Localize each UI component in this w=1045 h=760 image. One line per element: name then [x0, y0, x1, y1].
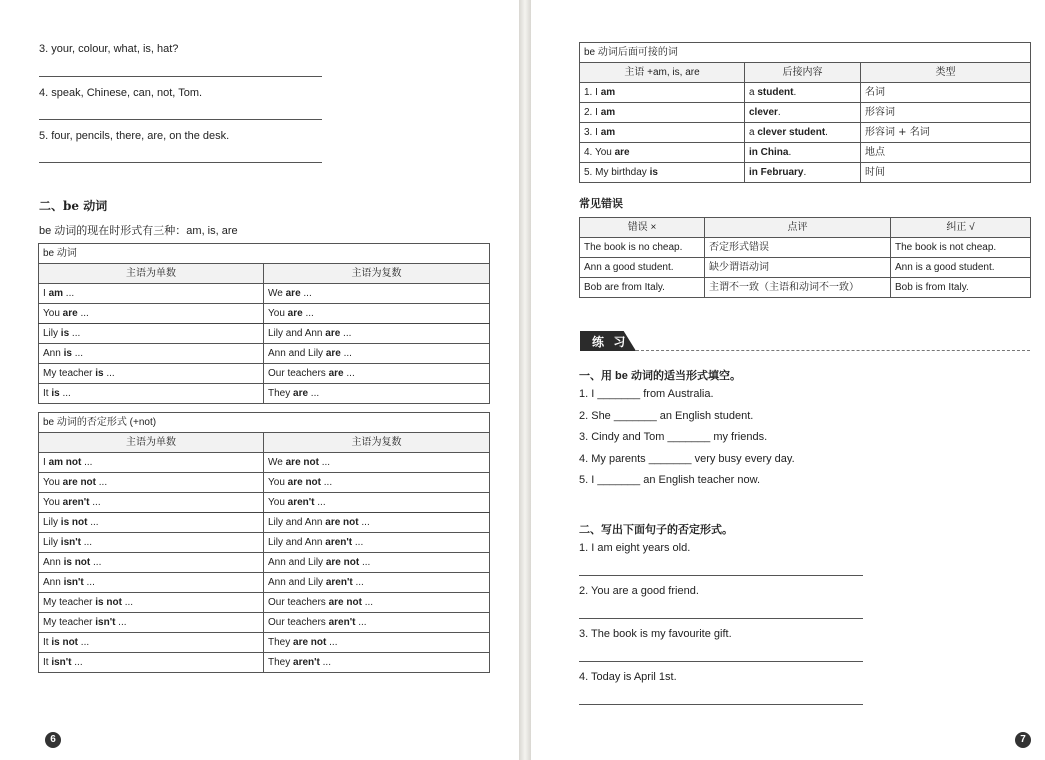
- table-row: [580, 143, 1031, 163]
- header-plural: 主语为复数: [264, 264, 490, 284]
- table-cell-type: 地点: [861, 143, 1031, 163]
- table-cell: My teacher isn't ...: [39, 613, 264, 633]
- table-cell: 1. I am: [580, 83, 745, 103]
- table-cell: Lily and Ann are ...: [264, 324, 490, 344]
- table-row: [39, 384, 490, 404]
- table-cell: Our teachers aren't ...: [264, 613, 490, 633]
- table-cell: 5. My birthday is: [580, 163, 745, 183]
- table-row: [580, 238, 1031, 258]
- table-cell: Lily is ...: [39, 324, 264, 344]
- question-3: 3. your, colour, what, is, hat?: [39, 43, 179, 55]
- exercise-2-item: 3. The book is my favourite gift.: [579, 628, 732, 640]
- exercise-2-item: 2. You are a good friend.: [579, 585, 699, 597]
- table-row: [580, 163, 1031, 183]
- answer-line-3[interactable]: [39, 76, 322, 77]
- table-row: [39, 453, 490, 473]
- table-cell: in February.: [745, 163, 861, 183]
- exercise-1-item: 1. I _______ from Australia.: [579, 388, 714, 400]
- table-cell: It is ...: [39, 384, 264, 404]
- exercise-2-item: 4. Today is April 1st.: [579, 671, 677, 683]
- table-row: [39, 324, 490, 344]
- answer-line[interactable]: [579, 618, 863, 619]
- table-cell: I am not ...: [39, 453, 264, 473]
- header-type: 类型: [861, 63, 1031, 83]
- table-caption: be 动词: [39, 244, 490, 264]
- practice-banner: [580, 331, 644, 351]
- correct-cell: The book is not cheap.: [891, 238, 1031, 258]
- table-row: [39, 304, 490, 324]
- exercise-1-title: 一、用 be 动词的适当形式填空。: [579, 370, 741, 382]
- header-singular: 主语为单数: [39, 433, 264, 453]
- exercise-2-item: 1. I am eight years old.: [579, 542, 691, 554]
- table-cell: Lily and Ann aren't ...: [264, 533, 490, 553]
- table-cell: We are not ...: [264, 453, 490, 473]
- table-cell: Lily is not ...: [39, 513, 264, 533]
- correct-cell: Ann is a good student.: [891, 258, 1031, 278]
- table-cell: I am ...: [39, 284, 264, 304]
- table-caption: be 动词的否定形式 (+not): [39, 413, 490, 433]
- table-row: [39, 613, 490, 633]
- page-number-right: 7: [1015, 732, 1031, 748]
- table-cell: clever.: [745, 103, 861, 123]
- table-cell: You are ...: [39, 304, 264, 324]
- header-singular: 主语为单数: [39, 264, 264, 284]
- table-row: [580, 278, 1031, 298]
- table-row: [39, 533, 490, 553]
- answer-line-5[interactable]: [39, 162, 322, 163]
- correct-cell: Bob is from Italy.: [891, 278, 1031, 298]
- intro-text: be 动词的现在时形式有三种：am, is, are: [39, 225, 238, 237]
- answer-line-4[interactable]: [39, 119, 322, 120]
- table-row: [39, 493, 490, 513]
- practice-label: 练 习: [592, 335, 629, 349]
- right-page: [531, 0, 1045, 760]
- table-row: [39, 344, 490, 364]
- table-cell-type: 时间: [861, 163, 1031, 183]
- table-row: [580, 258, 1031, 278]
- table-cell: You are not ...: [264, 473, 490, 493]
- table-cell-type: 形容词 + 名词: [861, 123, 1031, 143]
- table-cell: My teacher is ...: [39, 364, 264, 384]
- table-cell: They are not ...: [264, 633, 490, 653]
- table-cell: Our teachers are ...: [264, 364, 490, 384]
- wrong-cell: Bob are from Italy.: [580, 278, 705, 298]
- table-cell: Lily and Ann are not ...: [264, 513, 490, 533]
- header-plural: 主语为复数: [264, 433, 490, 453]
- common-errors-table: [579, 217, 1031, 298]
- exercise-1-item: 3. Cindy and Tom _______ my friends.: [579, 431, 768, 443]
- comment-cell: 主谓不一致（主语和动词不一致）: [705, 278, 891, 298]
- table-row: [39, 653, 490, 673]
- table-cell: Ann isn't ...: [39, 573, 264, 593]
- left-page: [0, 0, 519, 760]
- table-cell-type: 名词: [861, 83, 1031, 103]
- table-cell: a clever student.: [745, 123, 861, 143]
- wrong-cell: The book is no cheap.: [580, 238, 705, 258]
- table-caption: be 动词后面可接的词: [580, 43, 1031, 63]
- table-cell: Our teachers are not ...: [264, 593, 490, 613]
- table-cell: Ann is ...: [39, 344, 264, 364]
- table-cell: You aren't ...: [264, 493, 490, 513]
- table-cell: Ann and Lily aren't ...: [264, 573, 490, 593]
- exercise-2-title: 二、写出下面句子的否定形式。: [579, 524, 733, 536]
- table-cell: You are not ...: [39, 473, 264, 493]
- table-row: [580, 103, 1031, 123]
- header-subject: 主语 +am, is, are: [580, 63, 745, 83]
- be-verb-negative-table: [38, 412, 490, 673]
- table-row: [39, 593, 490, 613]
- table-row: [580, 83, 1031, 103]
- table-cell: 4. You are: [580, 143, 745, 163]
- table-cell: Ann is not ...: [39, 553, 264, 573]
- header-wrong: 错误 ×: [580, 218, 705, 238]
- table-cell: Ann and Lily are ...: [264, 344, 490, 364]
- be-verb-table: [38, 243, 490, 404]
- table-row: [39, 633, 490, 653]
- table-row: [39, 473, 490, 493]
- table-cell: 3. I am: [580, 123, 745, 143]
- table-cell: in China.: [745, 143, 861, 163]
- words-after-be-table: [579, 42, 1031, 183]
- table-cell: My teacher is not ...: [39, 593, 264, 613]
- table-cell: You aren't ...: [39, 493, 264, 513]
- table-row: [39, 553, 490, 573]
- exercise-1-item: 4. My parents _______ very busy every day.: [579, 452, 795, 465]
- table-cell: 2. I am: [580, 103, 745, 123]
- header-following: 后接内容: [745, 63, 861, 83]
- table-cell: It is not ...: [39, 633, 264, 653]
- table-cell: Lily isn't ...: [39, 533, 264, 553]
- exercise-1-item: 2. She _______ an English student.: [579, 409, 754, 422]
- answer-line[interactable]: [579, 704, 863, 705]
- section-title: 二、be 动词: [39, 199, 108, 213]
- table-cell: It isn't ...: [39, 653, 264, 673]
- table-row: [39, 284, 490, 304]
- question-5: 5. four, pencils, there, are, on the desk.: [39, 130, 230, 142]
- table-cell: They aren't ...: [264, 653, 490, 673]
- table-cell: You are ...: [264, 304, 490, 324]
- book-gutter: [519, 0, 531, 760]
- comment-cell: 否定形式错误: [705, 238, 891, 258]
- page-number-left: 6: [45, 732, 61, 748]
- header-comment: 点评: [705, 218, 891, 238]
- table-row: [39, 364, 490, 384]
- table-cell: They are ...: [264, 384, 490, 404]
- table-cell-type: 形容词: [861, 103, 1031, 123]
- table-cell: a student.: [745, 83, 861, 103]
- wrong-cell: Ann a good student.: [580, 258, 705, 278]
- table-row: [39, 513, 490, 533]
- header-correct: 纠正 √: [891, 218, 1031, 238]
- table-cell: We are ...: [264, 284, 490, 304]
- table-cell: Ann and Lily are not ...: [264, 553, 490, 573]
- table-row: [39, 573, 490, 593]
- question-4: 4. speak, Chinese, can, not, Tom.: [39, 87, 203, 99]
- exercise-1-item: 5. I _______ an English teacher now.: [579, 474, 761, 486]
- comment-cell: 缺少谓语动词: [705, 258, 891, 278]
- table-row: [580, 123, 1031, 143]
- answer-line[interactable]: [579, 575, 863, 576]
- dotted-divider: [636, 350, 1030, 351]
- answer-line[interactable]: [579, 661, 863, 662]
- errors-title: 常见错误: [579, 198, 623, 210]
